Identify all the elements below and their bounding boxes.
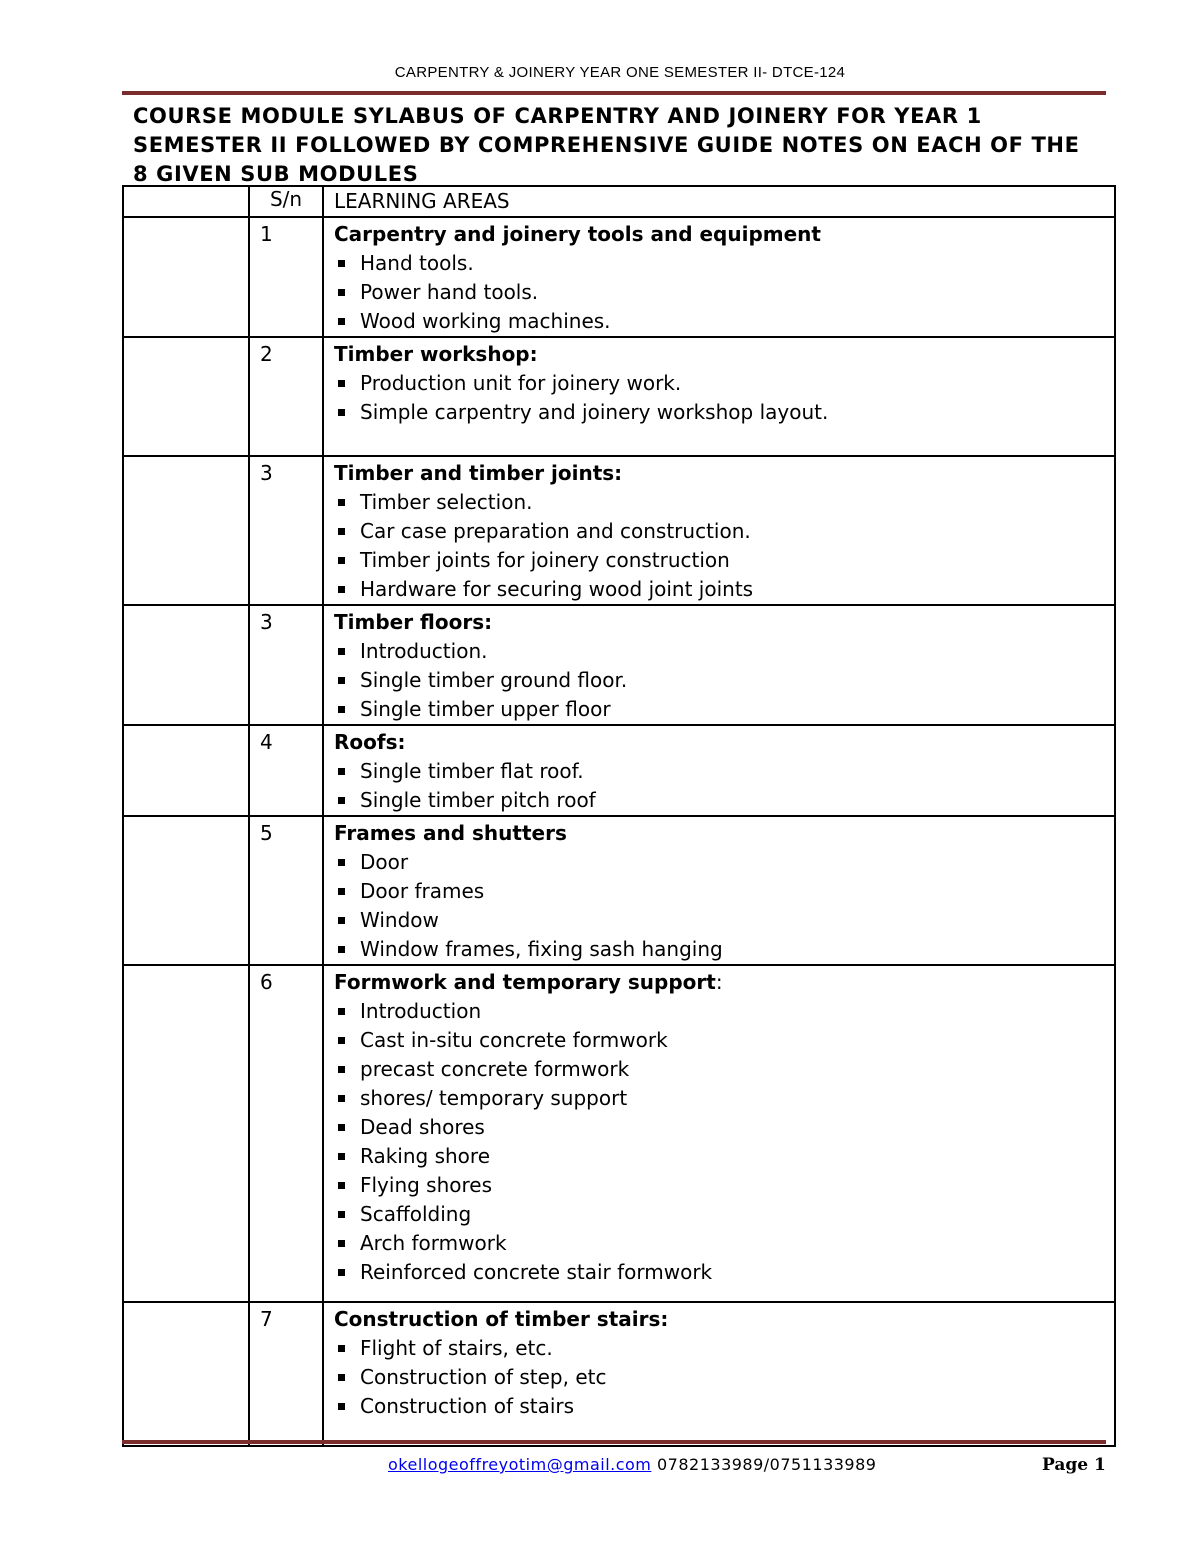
list-item: Wood working machines.	[334, 307, 1114, 336]
syllabus-table	[122, 185, 1116, 1447]
row-content	[323, 816, 1115, 965]
row-sn-cell	[249, 337, 323, 456]
table-row	[123, 337, 1115, 456]
list-item: Door	[334, 848, 1114, 877]
list-item: Single timber pitch roof	[334, 786, 1114, 815]
table-row	[123, 816, 1115, 965]
area-title-text: Formwork and temporary support	[334, 970, 716, 994]
row-sn: 6	[260, 970, 273, 994]
area-title-suffix: :	[715, 970, 723, 994]
list-item: Flying shores	[334, 1171, 1114, 1200]
row-content	[323, 965, 1115, 1302]
list-item: Single timber upper floor	[334, 695, 1114, 724]
row-sn-cell	[249, 816, 323, 965]
list-item: Power hand tools.	[334, 278, 1114, 307]
list-item: shores/ temporary support	[334, 1084, 1114, 1113]
list-item: Door frames	[334, 877, 1114, 906]
email-link[interactable]: okellogeoffreyotim@gmail.com	[388, 1455, 652, 1474]
list-item: Timber joints for joinery construction	[334, 546, 1114, 575]
list-item: Scaffolding	[334, 1200, 1114, 1229]
table-row	[123, 725, 1115, 816]
list-item: precast concrete formwork	[334, 1055, 1114, 1084]
blank-cell	[123, 186, 249, 217]
blank-cell	[123, 217, 249, 337]
row-content	[323, 456, 1115, 605]
area-title: Carpentry and joinery tools and equipment	[334, 222, 821, 246]
blank-cell	[123, 725, 249, 816]
row-sn: 7	[260, 1307, 273, 1331]
bullet-list	[334, 1334, 1114, 1421]
bullet-list	[334, 637, 1114, 724]
bullet-list	[334, 997, 1114, 1287]
list-item: Introduction.	[334, 637, 1114, 666]
row-sn: 3	[260, 610, 273, 634]
header-sn: S/n	[249, 186, 323, 217]
area-title: Frames and shutters	[334, 821, 567, 845]
row-sn: 1	[260, 222, 273, 246]
list-item: Cast in-situ concrete formwork	[334, 1026, 1114, 1055]
bullet-list	[334, 757, 1114, 815]
area-title: Timber and timber joints:	[334, 461, 623, 485]
row-sn-cell	[249, 725, 323, 816]
bullet-list	[334, 848, 1114, 964]
footer-contact	[388, 1455, 876, 1474]
row-content	[323, 605, 1115, 725]
list-item: Car case preparation and construction.	[334, 517, 1114, 546]
row-sn-cell	[249, 456, 323, 605]
list-item: Window frames, fixing sash hanging	[334, 935, 1114, 964]
phone-numbers: 0782133989/0751133989	[656, 1455, 877, 1474]
blank-cell	[123, 456, 249, 605]
list-item: Construction of stairs	[334, 1392, 1114, 1421]
table-row	[123, 217, 1115, 337]
row-content	[323, 725, 1115, 816]
list-item: Arch formwork	[334, 1229, 1114, 1258]
row-sn: 2	[260, 342, 273, 366]
area-title: Timber workshop:	[334, 342, 538, 366]
area-title: Timber floors:	[334, 610, 493, 634]
blank-cell	[123, 816, 249, 965]
bullet-list	[334, 249, 1114, 336]
list-item: Reinforced concrete stair formwork	[334, 1258, 1114, 1287]
list-item: Production unit for joinery work.	[334, 369, 1114, 398]
list-item: Dead shores	[334, 1113, 1114, 1142]
table-row	[123, 456, 1115, 605]
row-sn: 3	[260, 461, 273, 485]
document-title: COURSE MODULE SYLABUS OF CARPENTRY AND JOINERY FOR YEAR 1 SEMESTER II FOLLOWED BY COMPREHENSIVE GUIDE NOTES ON EACH OF THE 8 GIVEN SUB MODULES	[133, 104, 1080, 186]
blank-cell	[123, 605, 249, 725]
area-title: Construction of timber stairs:	[334, 1307, 669, 1331]
row-content	[323, 217, 1115, 337]
area-title	[334, 966, 1114, 997]
row-sn: 5	[260, 821, 273, 845]
row-sn: 4	[260, 730, 273, 754]
list-item: Hardware for securing wood joint joints	[334, 575, 1114, 604]
running-header: CARPENTRY & JOINERY YEAR ONE SEMESTER II- DTCE-124	[394, 64, 846, 81]
table-row	[123, 1302, 1115, 1446]
row-content	[323, 337, 1115, 456]
blank-cell	[123, 1302, 249, 1446]
list-item: Introduction	[334, 997, 1114, 1026]
table-header-row	[123, 186, 1115, 217]
list-item: Raking shore	[334, 1142, 1114, 1171]
row-sn-cell	[249, 965, 323, 1302]
blank-cell	[123, 337, 249, 456]
row-sn-cell	[249, 605, 323, 725]
table-row	[123, 605, 1115, 725]
area-title: Roofs:	[334, 730, 406, 754]
row-sn-cell	[249, 1302, 323, 1446]
list-item: Simple carpentry and joinery workshop layout.	[334, 398, 1114, 427]
row-content	[323, 1302, 1115, 1446]
bullet-list	[334, 369, 1114, 427]
list-item: Single timber flat roof.	[334, 757, 1114, 786]
list-item: Window	[334, 906, 1114, 935]
list-item: Flight of stairs, etc.	[334, 1334, 1114, 1363]
header-learning-areas: LEARNING AREAS	[323, 186, 1115, 217]
list-item: Construction of step, etc	[334, 1363, 1114, 1392]
table-row	[123, 965, 1115, 1302]
footer-rule	[122, 1440, 1106, 1444]
header-rule	[122, 91, 1106, 95]
blank-cell	[123, 965, 249, 1302]
list-item: Single timber ground floor.	[334, 666, 1114, 695]
bullet-list	[334, 488, 1114, 604]
row-sn-cell	[249, 217, 323, 337]
list-item: Timber selection.	[334, 488, 1114, 517]
list-item: Hand tools.	[334, 249, 1114, 278]
page-number: Page 1	[1042, 1455, 1106, 1475]
